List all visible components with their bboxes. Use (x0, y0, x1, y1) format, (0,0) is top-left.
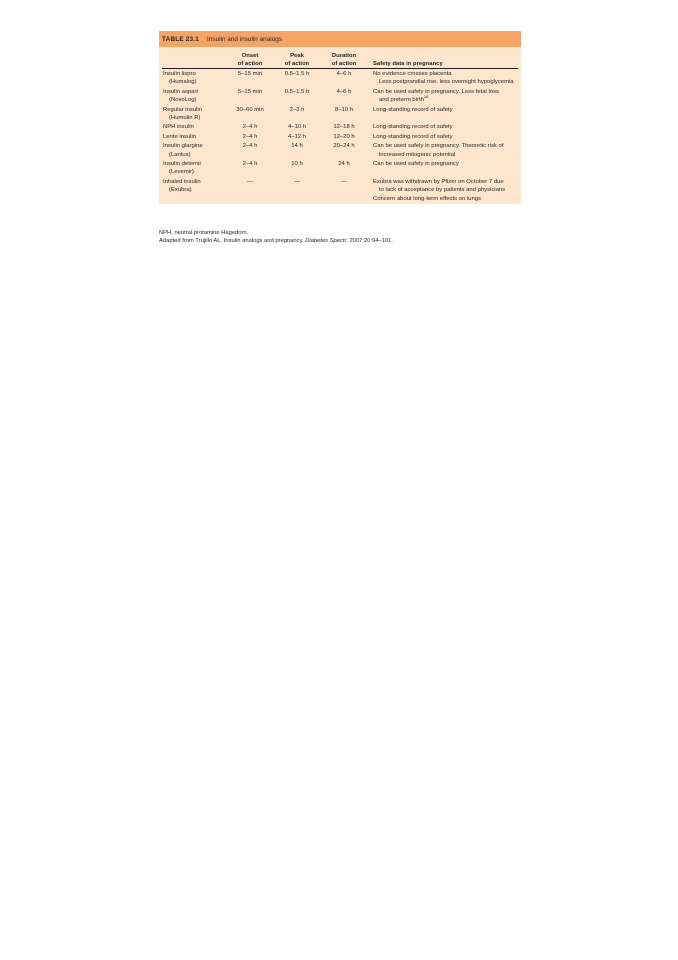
cell-onset: 2–4 h (242, 133, 258, 140)
table-rows (162, 69, 518, 204)
table-title: Insulin and insulin analogs (207, 35, 283, 43)
table-row (162, 105, 518, 123)
cell-safety: No evidence crosses placenta Less postprandial rise, less overnight hypoglycemia (373, 71, 514, 86)
header-onset: Onset of action (237, 53, 263, 67)
cell-safety: Exubra was withdrawn by Pfizer on October 7 due to lack of acceptance by patients and physicians Concern about long-term effects on lungs (373, 178, 506, 202)
cell-peak: 2–3 h (289, 106, 305, 113)
cell-safety: Can be used safely in pregnancy. Less fetal loss and preterm birth$^{16}$ (373, 88, 499, 104)
cell-insulin-name: Inhaled insulin (Exubra) (163, 178, 201, 194)
cell-duration: 4–6 h (336, 71, 352, 77)
header-safety: Safety data in pregnancy (373, 61, 443, 67)
cell-onset: 5–15 min (237, 71, 263, 77)
cell-safety: Long-standing record of safety (373, 133, 453, 140)
cell-onset: 2–4 h (242, 124, 258, 131)
table-body (159, 47, 521, 204)
header-duration: Duration of action (331, 53, 357, 67)
cell-peak: 0.5–1.5 h (284, 71, 310, 77)
cell-onset: 2–4 h (242, 161, 258, 168)
cell-onset: — (247, 178, 253, 185)
cell-duration: 4–6 h (336, 88, 352, 95)
cell-insulin-name: Insulin detemir (Levemir) (163, 161, 202, 176)
cell-duration: — (341, 178, 347, 185)
cell-insulin-name: Insulin lispro (Humalog) (163, 71, 197, 86)
cell-peak: 0.5–1.5 h (284, 88, 310, 95)
cell-insulin-name: Regular insulin (Humulin R) (163, 106, 202, 122)
table-header (162, 52, 518, 69)
data-table (162, 52, 518, 203)
cell-insulin-name: Lente insulin (163, 133, 197, 140)
table-row (162, 87, 518, 105)
table-row (162, 177, 518, 203)
cell-duration: 8–10 h (334, 106, 354, 113)
cell-duration: 12–20 h (333, 133, 355, 140)
cell-insulin-name: Insulin glargine (Lantus) (163, 143, 203, 158)
cell-onset: 5–15 min (237, 88, 263, 95)
table-row (162, 141, 518, 159)
cell-peak: 10 h (291, 161, 303, 168)
table-row (162, 69, 518, 87)
source-note: Adapted from Trujillo AL. Insulin analogs and pregnancy. Diabetes Spectr. 2007;20:94–101. (159, 238, 393, 245)
cell-safety: Can be used safely in pregnancy. Theoretic risk of increased mitogenic potential (373, 143, 504, 158)
cell-duration: 12–18 h (333, 124, 355, 131)
cell-safety: Can be used safely in pregnancy (373, 161, 459, 168)
table-footnotes (159, 229, 393, 245)
header-name (162, 52, 227, 69)
insulin-table (159, 31, 521, 204)
header-row (162, 52, 518, 69)
cell-peak: 4–10 h (287, 124, 307, 131)
cell-safety: Long-standing record of safety (373, 106, 453, 113)
cell-onset: 2–4 h (242, 143, 258, 150)
cell-peak: — (294, 178, 300, 185)
cell-duration: 24 h (338, 161, 350, 168)
cell-onset: 30–60 min (236, 106, 264, 113)
abbreviation-note: NPH, neutral protamine Hagedorn. (159, 230, 249, 236)
table-row (162, 159, 518, 177)
table-row (162, 122, 518, 131)
table-label: TABLE 23.1 (162, 35, 200, 43)
cell-insulin-name: NPH insulin (163, 124, 194, 131)
cell-peak: 14 h (291, 143, 303, 150)
header-peak: Peak of action (284, 53, 310, 67)
cell-insulin-name: Insulin aspart (NovoLog) (163, 88, 199, 104)
table-row (162, 132, 518, 141)
cell-peak: 4–12 h (287, 133, 307, 140)
cell-safety: Long-standing record of safety (373, 124, 453, 131)
table-caption (159, 31, 521, 47)
citation-superscript: 16 (423, 94, 429, 100)
cell-duration: 20–24 h (333, 143, 355, 150)
